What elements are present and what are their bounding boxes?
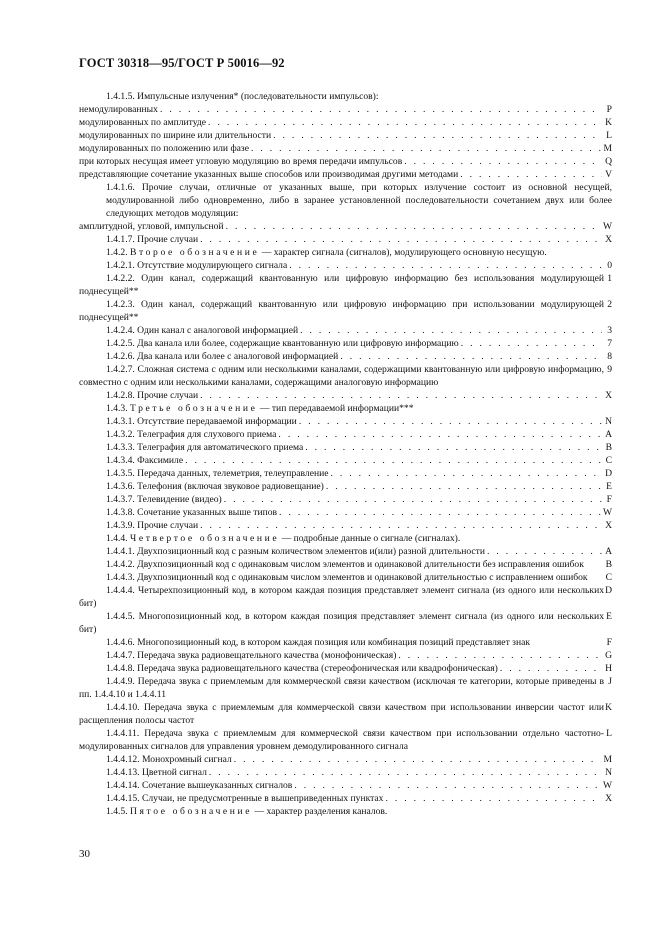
wrapped-item: 1.4.4.2. Двухпозиционный код с одинаковым числом элементов и одинаковой длительности без исправления ошибок B <box>106 559 612 570</box>
list-item: 1.4.3.6. Телефония (включая звуковое радиовещание) . . . E <box>79 480 612 493</box>
list-item: 1.4.1.7. Прочие случаи . . . X <box>79 233 612 246</box>
document-body <box>79 90 612 818</box>
section-144-heading: 1.4.4. Четвертое обозначение — подробные данные о сигнале (сигналах). <box>106 533 461 544</box>
list-item: при которых несущая имеет угловую модуляцию во время передачи импульсов . . . Q <box>79 155 612 168</box>
section-1416-text: 1.4.1.6. Прочие случаи, отличные от указанных выше, при которых излучение состоит из основной несущей, модулированной либо одновременно, либо в заранее установленной последовательности сочетанием двух или более следующих методов модуляции: <box>106 182 612 219</box>
wrapped-item: 1.4.4.9. Передача звука с приемлемым для коммерческой связи качеством (исключая те категории, которые приведены в пп. 1.4.4.10 и 1.4.4.11 J <box>79 676 612 700</box>
list-item: 1.4.2.4. Один канал с аналоговой информацией . . . 3 <box>79 324 612 337</box>
section-143-heading: 1.4.3. Третье обозначение — тип передаваемой информации*** <box>106 403 414 414</box>
page-header: ГОСТ 30318—95/ГОСТ Р 50016—92 <box>79 56 285 70</box>
list-item: 1.4.4.7. Передача звука радиовещательного качества (монофоническая) . . . G <box>79 649 612 662</box>
list-item: 1.4.3.5. Передача данных, телеметрия, телеуправление . . . D <box>79 467 612 480</box>
list-item: 1.4.4.14. Сочетание вышеуказанных сигналов . . . W <box>79 779 612 792</box>
wrapped-item: 1.4.2.3. Один канал, содержащий квантованную или цифровую информацию при использовании модулирующей поднесущей** 2 <box>79 299 612 323</box>
wrapped-item: 1.4.4.5. Многопозиционный код, в котором каждая позиция представляет элемент сигнала (из одного или нескольких бит) E <box>79 611 612 635</box>
section-142-heading: 1.4.2. Второе обозначение — характер сигнала (сигналов), модулирующего основную несущую. <box>106 247 547 258</box>
list-item: модулированных по положению или фазе . . . M <box>79 142 612 155</box>
list-item: 1.4.4.8. Передача звука радиовещательного качества (стереофоническая или квадрофоническая) . . . H <box>79 662 612 675</box>
page-number: 30 <box>79 848 90 860</box>
wrapped-item: 1.4.4.10. Передача звука с приемлемым для коммерческой связи качеством при использовании инверсии частот или расщепления полосы частот K <box>79 702 612 726</box>
list-item: 1.4.3.9. Прочие случаи . . . X <box>79 519 612 532</box>
wrapped-item: 1.4.2.7. Сложная система с одним или несколькими каналами, содержащими квантованную или цифровую информацию, совместно с одним или несколькими каналами, содержащими аналоговую информацию 9 <box>79 364 612 388</box>
list-item: 1.4.3.1. Отсутствие передаваемой информации . . . N <box>79 415 612 428</box>
list-item: представляющие сочетание указанных выше способов или производимая другими методами . . . V <box>79 168 612 181</box>
list-item: 1.4.2.8. Прочие случаи . . . X <box>79 389 612 402</box>
wrapped-item: 1.4.4.11. Передача звука с приемлемым для коммерческой связи качеством при использовании отдельно частотно-модулированных сигналов для управления уровнем демодулированного сигнала L <box>79 728 612 752</box>
list-item: 1.4.4.13. Цветной сигнал . . . N <box>79 766 612 779</box>
list-item: 1.4.2.5. Два канала или более, содержащие квантованную или цифровую информацию . . . 7 <box>79 337 612 350</box>
list-item: 1.4.4.15. Случаи, не предусмотренные в вышеприведенных пунктах . . . X <box>79 792 612 805</box>
list-item: 1.4.3.3. Телеграфия для автоматического приема . . . B <box>79 441 612 454</box>
wrapped-item: 1.4.2.2. Один канал, содержащий квантованную или цифровую информацию без использования модулирующей поднесущей** 1 <box>79 273 612 297</box>
wrapped-item: 1.4.4.6. Многопозиционный код, в котором каждая позиция или комбинация позиций представляет знак F <box>106 637 612 648</box>
list-item: 1.4.2.6. Два канала или более с аналоговой информацией . . . 8 <box>79 350 612 363</box>
list-item: 1.4.2.1. Отсутствие модулирующего сигнала . . . 0 <box>79 259 612 272</box>
list-item: 1.4.3.2. Телеграфия для слухового приема . . . A <box>79 428 612 441</box>
list-item: модулированных по ширине или длительности . . . L <box>79 129 612 142</box>
section-145-heading: 1.4.5. Пятое обозначение — характер разделения каналов. <box>106 806 388 817</box>
list-item: 1.4.3.8. Сочетание указанных выше типов . . . W <box>79 506 612 519</box>
list-item: 1.4.3.4. Факсимиле . . . C <box>79 454 612 467</box>
list-item: модулированных по амплитуде . . . K <box>79 116 612 129</box>
wrapped-item: 1.4.4.3. Двухпозиционный код с одинаковым числом элементов и одинаковой длительностью с исправлением ошибок C <box>106 572 612 583</box>
section-1415-title: 1.4.1.5. Импульсные излучения* (последовательности импульсов): <box>106 91 379 102</box>
list-item: 1.4.4.1. Двухпозиционный код с разным количеством элементов и(или) разной длительности . . . A <box>79 545 612 558</box>
list-item: амплитудной, угловой, импульсной . . . W <box>79 220 612 233</box>
list-item: 1.4.3.7. Телевидение (видео) . . . F <box>79 493 612 506</box>
list-item: 1.4.4.12. Монохромный сигнал . . . M <box>79 753 612 766</box>
wrapped-item: 1.4.4.4. Четырехпозиционный код, в котором каждая позиция представляет элемент сигнала (из одного или нескольких бит) D <box>79 585 612 609</box>
list-item: немодулированных . . . P <box>79 103 612 116</box>
section-1415-list <box>79 103 612 181</box>
